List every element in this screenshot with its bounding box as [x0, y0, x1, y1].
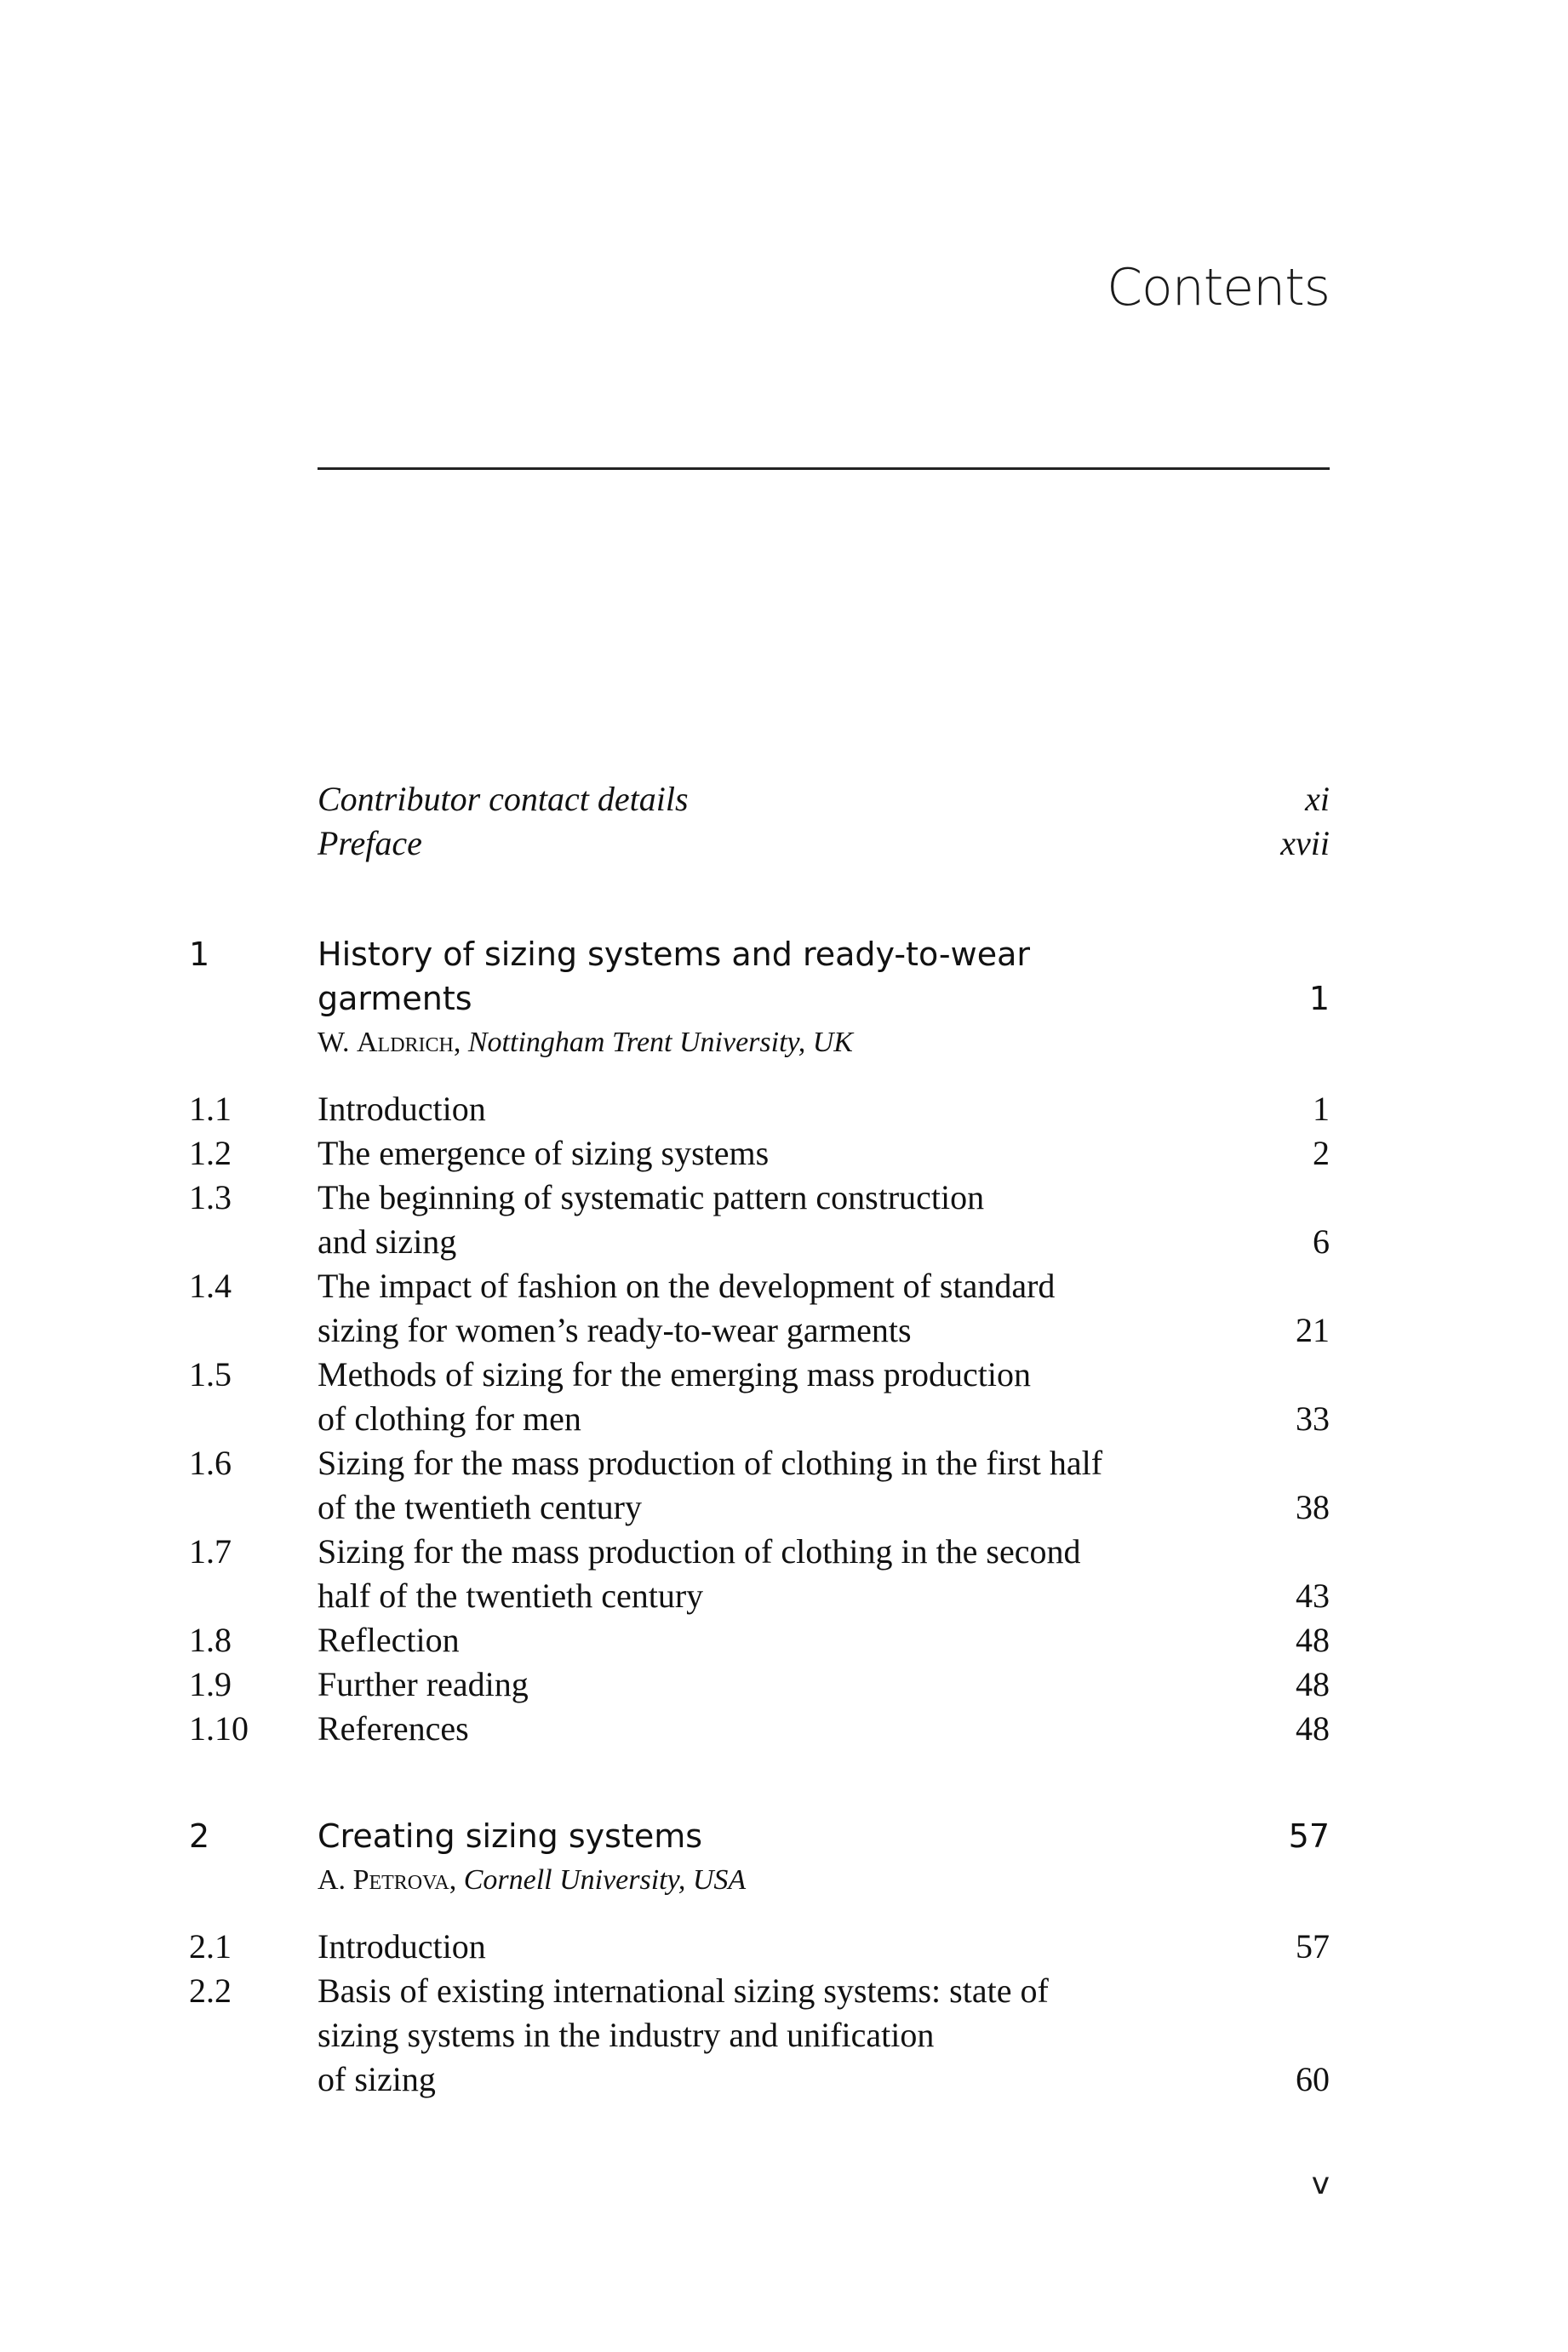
author-affiliation: Nottingham Trent University, UK: [467, 1027, 853, 1058]
section-number: 2.1: [189, 1927, 232, 1966]
section-number: 1.2: [189, 1134, 232, 1172]
section-page: 33: [1296, 1399, 1330, 1438]
page-title: Contents: [1107, 258, 1330, 318]
toc-section[interactable]: [0, 1264, 1568, 1308]
chapter-1-heading-cont[interactable]: [0, 976, 1568, 1021]
chapter-page: 57: [1288, 1817, 1330, 1855]
author-surname: Aldrich: [356, 1027, 454, 1058]
entry-title: Preface: [318, 824, 422, 862]
toc-section-cont[interactable]: [0, 2013, 1568, 2057]
toc-section[interactable]: [0, 1969, 1568, 2013]
author-initial: A.: [318, 1864, 346, 1896]
author-surname: Petrova: [352, 1864, 449, 1896]
toc-section-cont[interactable]: [0, 2057, 1568, 2102]
section-page: 21: [1296, 1311, 1330, 1349]
section-title: of sizing: [318, 2060, 436, 2098]
section-title: Further reading: [318, 1665, 529, 1703]
section-title: The impact of fashion on the development of standard: [318, 1267, 1056, 1305]
section-number: 1.7: [189, 1532, 232, 1571]
author-line: A. Petrova, Cornell University, USA: [318, 1864, 747, 1896]
author-line: W. Aldrich, Nottingham Trent University, UK: [318, 1027, 853, 1058]
section-number: 1.8: [189, 1621, 232, 1659]
section-page: 38: [1296, 1488, 1330, 1526]
section-title: Methods of sizing for the emerging mass production: [318, 1355, 1032, 1393]
section-page: 48: [1296, 1709, 1330, 1748]
author-affiliation: Cornell University, USA: [463, 1864, 747, 1896]
toc-section-cont[interactable]: [0, 1485, 1568, 1530]
section-page: 1: [1313, 1090, 1330, 1128]
toc-entry-preface[interactable]: [0, 821, 1568, 866]
chapter-2-author: [0, 1858, 1568, 1903]
toc-section[interactable]: [0, 1131, 1568, 1176]
section-title: of clothing for men: [318, 1399, 581, 1438]
toc-section[interactable]: [0, 1707, 1568, 1751]
section-page: 2: [1313, 1134, 1330, 1172]
section-title: The emergence of sizing systems: [318, 1134, 770, 1172]
section-title: Basis of existing international sizing systems: state of: [318, 1971, 1049, 2010]
chapter-number: 2: [189, 1817, 210, 1855]
toc-entry-contributors[interactable]: [0, 777, 1568, 821]
toc-section[interactable]: [0, 1662, 1568, 1707]
entry-page: xvii: [1280, 824, 1330, 862]
chapter-page: 1: [1308, 980, 1330, 1017]
section-number: 1.6: [189, 1444, 232, 1482]
toc-section[interactable]: [0, 1441, 1568, 1485]
section-number: 2.2: [189, 1971, 232, 2010]
chapter-title-line: garments: [318, 980, 472, 1017]
section-title: sizing systems in the industry and unification: [318, 2016, 935, 2054]
section-number: 1.4: [189, 1267, 232, 1305]
chapter-number: 1: [189, 936, 210, 973]
chapter-2-heading[interactable]: [0, 1814, 1568, 1858]
section-title: Reflection: [318, 1621, 460, 1659]
section-title: References: [318, 1709, 469, 1748]
section-page: 48: [1296, 1665, 1330, 1703]
section-page: 57: [1296, 1927, 1330, 1966]
chapter-title-line: Creating sizing systems: [318, 1817, 703, 1855]
section-title: sizing for women’s ready-to-wear garments: [318, 1311, 912, 1349]
toc-section[interactable]: [0, 1087, 1568, 1131]
author-initial: W.: [318, 1027, 350, 1058]
toc-section-cont[interactable]: [0, 1574, 1568, 1618]
section-number: 1.9: [189, 1665, 232, 1703]
toc-section-cont[interactable]: [0, 1220, 1568, 1264]
section-title: half of the twentieth century: [318, 1577, 704, 1615]
section-page: 6: [1313, 1222, 1330, 1261]
section-number: 1.5: [189, 1355, 232, 1393]
toc-section[interactable]: [0, 1925, 1568, 1969]
section-page: 60: [1296, 2060, 1330, 2098]
chapter-title-line: History of sizing systems and ready-to-wear: [318, 936, 1030, 973]
toc-section[interactable]: [0, 1176, 1568, 1220]
section-title: The beginning of systematic pattern construction: [318, 1178, 985, 1216]
section-title: and sizing: [318, 1222, 457, 1261]
toc-section-cont[interactable]: [0, 1308, 1568, 1353]
section-title: Sizing for the mass production of clothing in the first half: [318, 1444, 1103, 1482]
entry-title: Contributor contact details: [318, 780, 689, 818]
page-folio: v: [1311, 2166, 1330, 2201]
toc-section-cont[interactable]: [0, 1397, 1568, 1441]
section-number: 1.1: [189, 1090, 232, 1128]
toc-section[interactable]: [0, 1618, 1568, 1662]
section-page: 48: [1296, 1621, 1330, 1659]
chapter-1-heading[interactable]: [0, 932, 1568, 976]
section-title: Sizing for the mass production of clothing in the second: [318, 1532, 1081, 1571]
section-title: Introduction: [318, 1927, 486, 1966]
section-title: of the twentieth century: [318, 1488, 642, 1526]
entry-page: xi: [1305, 780, 1330, 818]
section-number: 1.3: [189, 1178, 232, 1216]
toc-section[interactable]: [0, 1353, 1568, 1397]
chapter-1-author: [0, 1021, 1568, 1065]
section-title: Introduction: [318, 1090, 486, 1128]
section-page: 43: [1296, 1577, 1330, 1615]
toc-section[interactable]: [0, 1530, 1568, 1574]
section-number: 1.10: [189, 1709, 249, 1748]
